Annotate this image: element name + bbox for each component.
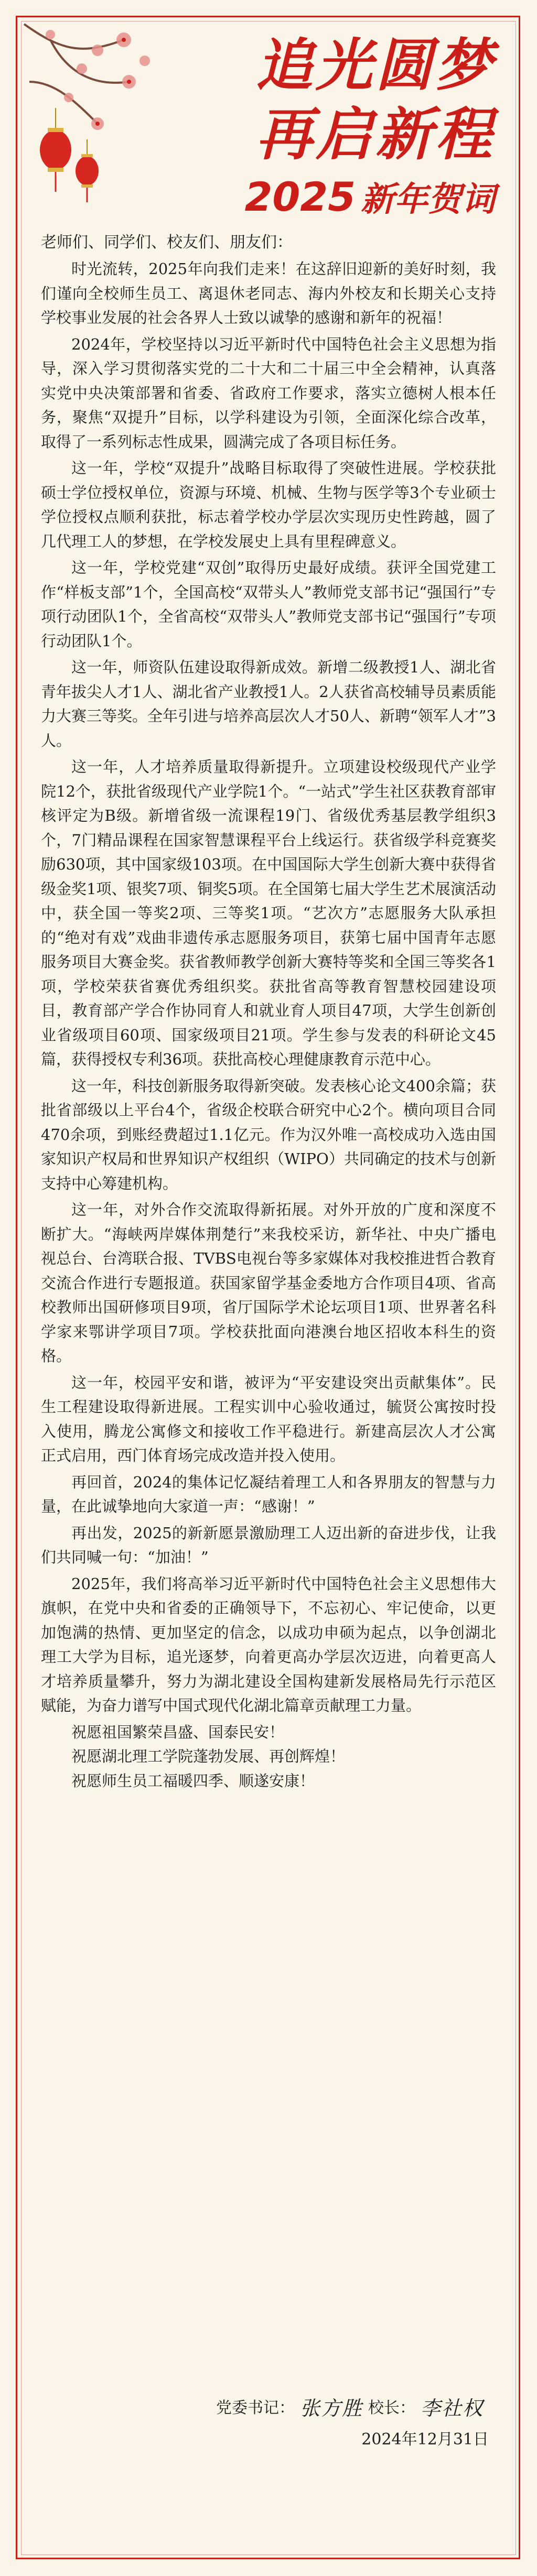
party-secretary-label: 党委书记：: [216, 2399, 295, 2417]
party-secretary-signature: 张方胜: [299, 2397, 363, 2420]
paragraph: 这一年，人才培养质量取得新提升。立项建设校级现代产业学院12个，获批省级现代产业学院1个。“一站式”学生社区获教育部审核评定为B级。新增省级一流课程19门、省级优秀基层教学组织3个，7门精品课程在国家智慧课程平台上线运行。获省级学科竞赛奖励630项，其中国家级103项。在中国国际大学生创新大赛中获得省级金奖1项、银奖7项、铜奖5项。在全国第七届大学生艺术展演活动中，获全国一等奖2项、三等奖1项。“艺次方”志愿服务大队承担的“绝对有戏”戏曲非遗传承志愿服务项目，获第七届中国青年志愿服务项目大赛金奖。获省教师教学创新大赛特等奖和全国三等奖各1项，学校荣获省赛优秀组织奖。获批省高等教育智慧校园建设项目，教育部产学合作协同育人和就业育人项目47项，大学生创新创业省级项目60项、国家级项目21项。学生参与发表的科研论文45篇，获得授权专利36项。获批高校心理健康教育示范中心。: [41, 758, 497, 1068]
greeting: 老师们、同学们、校友们、朋友们：: [41, 233, 293, 252]
president-label: 校长：: [368, 2399, 415, 2417]
wish-line: 祝愿祖国繁荣昌盛、国泰民安！: [71, 1723, 285, 1741]
signature-block: [216, 2393, 489, 2452]
paragraph: 再回首，2024的集体记忆凝结着理工人和各界朋友的智慧与力量，在此诚挚地向大家道一声：“感谢！”: [41, 1473, 496, 1515]
paragraph: 这一年，科技创新服务取得新突破。发表核心论文400余篇；获批省部级以上平台4个，省级企校联合研究中心2个。横向项目合同470余项，到账经费超过1.1亿元。作为汉外唯一高校成功入选由国家知识产权局和世界知识产权组织（WIPO）共同确定的技术与创新支持中心筹建机构。: [41, 1077, 496, 1192]
paragraph: 这一年，学校党建“双创”取得历史最好成绩。获评全国党建工作“样板支部”1个，全国高校“双带头人”教师党支部书记“强国行”专项行动团队1个，全省高校“双带头人”教师党支部书记“强国行”专项行动团队1个。: [41, 559, 496, 650]
signature-row: [216, 2393, 489, 2424]
paragraph: 时光流转，2025年向我们走来！在这辞旧迎新的美好时刻，我们谨向全校师生员工、离退休老同志、海内外校友和长期关心支持学校事业发展的社会各界人士致以诚挚的感谢和新年的祝福！: [41, 260, 496, 327]
title-line-1: 追光圆梦: [255, 33, 495, 99]
paragraph: 这一年，学校“双提升”战略目标取得了突破性进展。学校获批硕士学位授权单位，资源与环境、机械、生物与医学等3个专业硕士学位授权点顺利获批，标志着学校办学层次实现历史性跨越，圆了几代理工人的梦想，在学校发展史上具有里程碑意义。: [41, 459, 496, 550]
title-line-2: 再启新程: [255, 102, 495, 168]
title-block: [180, 31, 495, 221]
letter-date: 2024年12月31日: [361, 2430, 489, 2449]
paragraph: 再出发，2025的新新愿景激励理工人迈出新的奋进步伐，让我们共同喊一句：“加油！”: [41, 1524, 496, 1566]
paragraph: 这一年，师资队伍建设取得新成效。新增二级教授1人、湖北省青年拔尖人才1人、湖北省产业教授1人。2人获省高校辅导员素质能力大赛三等奖。全年引进与培养高层次人才50人、新聘“领军人才”3人。: [41, 658, 497, 749]
paragraph: 这一年，对外合作交流取得新拓展。对外开放的广度和深度不断扩大。“海峡两岸媒体荆楚行”来我校采访，新华社、中央广播电视总台、台湾联合报、TVBS电视台等多家媒体对我校推进哲合教育交流合作进行专题报道。获国家留学基金委地方合作项目4项、省高校教师出国研修项目9项，省厅国际学术论坛项目1项、世界著名科学家来鄂讲学项目7项。学校获批面向港澳台地区招收本科生的资格。: [41, 1201, 496, 1365]
lantern-icon: [40, 108, 71, 192]
paragraph: 这一年，校园平安和谐，被评为“平安建设突出贡献集体”。民生工程建设取得新进展。工程实训中心验收通过，毓贤公寓按时投入使用，腾龙公寓修文和接收工作平稳进行。新建高层次人才公寓正式启用，西门体育场完成改造并投入使用。: [41, 1373, 496, 1464]
subtitle: [180, 173, 495, 221]
president-signature: 李社权: [420, 2397, 484, 2420]
letter-body: [41, 231, 496, 1793]
subtitle-text: 新年贺词: [361, 180, 495, 219]
wish-line: 祝愿湖北理工学院蓬勃发展、再创辉煌！: [71, 1747, 346, 1765]
plum-blossom-decoration: [19, 19, 197, 218]
lantern-small-icon: [76, 139, 99, 202]
paragraph: 2025年，我们将高举习近平新时代中国特色社会主义思想伟大旗帜，在党中央和省委的正确领导下，不忘初心、牢记使命，以更加饱满的热情、更加坚定的信念，以成功申硕为起点，以争创湖北理工大学为目标，追光逐梦，向着更高办学层次迈进，向着更高人才培养质量攀升，努力为湖北建设全国构建新发展格局先行示范区赋能，为奋力谱写中国式现代化湖北篇章贡献理工力量。: [41, 1574, 496, 1714]
wish-line: 祝愿师生员工福暖四季、顺遂安康！: [71, 1771, 315, 1790]
paragraph: 2024年，学校坚持以习近平新时代中国特色社会主义思想为指导，深入学习贯彻落实党的二十大和二十届三中全会精神，认真落实党中央决策部署和省委、省政府工作要求，落实立德树人根本任务，聚焦“双提升”目标，以学科建设为引领，全面深化综合改革，取得了一系列标志性成果，圆满完成了各项目标任务。: [41, 335, 496, 451]
subtitle-year: 2025: [244, 173, 356, 220]
